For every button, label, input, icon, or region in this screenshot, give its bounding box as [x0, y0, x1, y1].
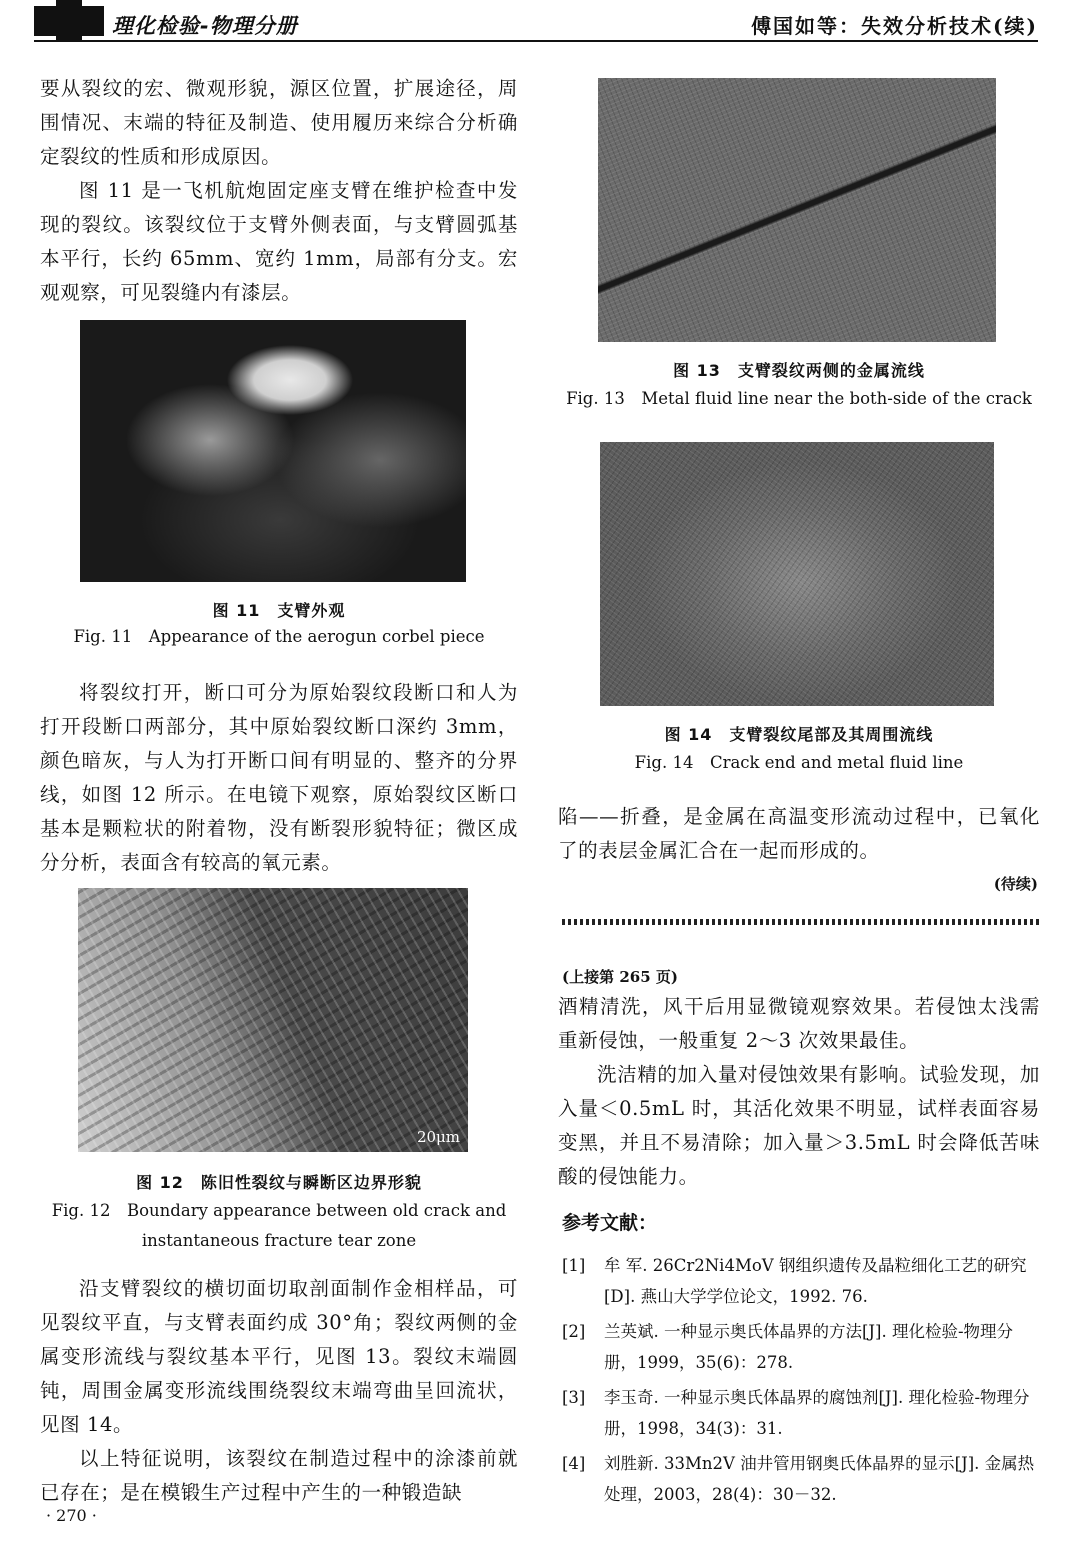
- reference-list: [562, 1250, 1040, 1514]
- left-text-block-3: [40, 1272, 518, 1510]
- reference-item: [562, 1382, 1040, 1444]
- reference-number: [3]: [562, 1388, 586, 1407]
- figure-12-photo: [78, 888, 468, 1152]
- reference-number: [2]: [562, 1322, 586, 1341]
- reference-item: [562, 1250, 1040, 1312]
- figure-11: [80, 320, 466, 582]
- reference-text: 李玉奇. 一种显示奥氏体晶界的腐蚀剂[J]. 理化检验-物理分册，1998，34(3)：31.: [604, 1388, 1030, 1438]
- reference-text: 兰英斌. 一种显示奥氏体晶界的方法[J]. 理化检验-物理分册，1999，35(6)：278.: [604, 1322, 1014, 1372]
- page-number: · 270 ·: [46, 1506, 97, 1525]
- figure-14: [600, 442, 994, 706]
- figure-13-caption-en: Fig. 13 Metal fluid line near the both-side of the crack: [566, 389, 1032, 408]
- figure-11-photo: [80, 320, 466, 582]
- header-rule: [34, 40, 1038, 42]
- reference-number: [4]: [562, 1454, 586, 1473]
- paragraph: 图 11 是一飞机航炮固定座支臂在维护检查中发现的裂纹。该裂纹位于支臂外侧表面，与支臂圆弧基本平行，长约 65mm、宽约 1mm，局部有分支。宏观观察，可见裂缝内有漆层。: [40, 179, 518, 304]
- paragraph: 要从裂纹的宏、微观形貌，源区位置，扩展途径，周围情况、末端的特征及制造、使用履历来综合分析确定裂纹的性质和形成原因。: [40, 77, 518, 168]
- section-divider: [562, 919, 1040, 925]
- figure-12-caption-en-line2: instantaneous fracture tear zone: [141, 1231, 417, 1250]
- reference-item: [562, 1316, 1040, 1378]
- right-text-block-1: [558, 800, 1040, 868]
- figure-13-photo: [598, 78, 996, 342]
- figure-11-caption-cn: 图 11 支臂外观: [212, 601, 346, 620]
- left-text-block-2: [40, 676, 518, 880]
- journal-logo: [34, 6, 104, 36]
- journal-name: 理化检验-物理分册: [112, 14, 298, 38]
- paragraph: 以上特征说明，该裂纹在制造过程中的涂漆前就已存在；是在模锻生产过程中产生的一种锻造缺: [40, 1447, 518, 1504]
- figure-11-caption-en: Fig. 11 Appearance of the aerogun corbel piece: [73, 627, 485, 646]
- figure-12-caption-en-line1: Fig. 12 Boundary appearance between old crack and: [51, 1201, 507, 1220]
- left-text-block-1: [40, 72, 518, 310]
- paragraph: 陷——折叠，是金属在高温变形流动过程中，已氧化了的表层金属汇合在一起而形成的。: [558, 805, 1040, 862]
- paragraph: 沿支臂裂纹的横切面切取剖面制作金相样品，可见裂纹平直，与支臂表面约成 30°角；裂纹两侧的金属变形流线与裂纹基本平行，见图 13。裂纹末端圆钝，周围金属变形流线围绕裂纹末端弯曲呈回流状，见图 14。: [40, 1277, 518, 1436]
- figure-13: [598, 78, 996, 342]
- paragraph: 将裂纹打开，断口可分为原始裂纹段断口和人为打开段断口两部分，其中原始裂纹断口深约 3mm，颜色暗灰，与人为打开断口间有明显的、整齐的分界线，如图 12 所示。在电镜下观察，原始裂纹区断口基本是颗粒状的附着物，没有断裂形貌特征；微区成分分析，表面含有较高的氧元素。: [40, 681, 518, 874]
- running-title: 傅国如等：失效分析技术(续): [751, 14, 1038, 38]
- reference-number: [1]: [562, 1256, 586, 1275]
- references-heading: 参考文献：: [562, 1212, 658, 1234]
- figure-13-caption-cn: 图 13 支臂裂纹两侧的金属流线: [673, 361, 925, 380]
- reference-text: 刘胜新. 33Mn2V 油井管用钢奥氏体晶界的显示[J]. 金属热处理，2003，28(4)：30－32.: [604, 1454, 1035, 1504]
- figure-14-caption-cn: 图 14 支臂裂纹尾部及其周围流线: [664, 725, 934, 744]
- continued-from-label: (上接第 265 页): [562, 968, 678, 986]
- reference-item: [562, 1448, 1040, 1510]
- figure-14-caption-en: Fig. 14 Crack end and metal fluid line: [634, 753, 964, 772]
- reference-text: 牟 军. 26Cr2Ni4MoV 钢组织遗传及晶粒细化工艺的研究[D]. 燕山大学学位论文，1992. 76.: [604, 1256, 1027, 1306]
- to-be-continued-label: (待续): [993, 875, 1038, 893]
- paragraph: 洗洁精的加入量对侵蚀效果有影响。试验发现，加入量＜0.5mL 时，其活化效果不明显，试样表面容易变黑，并且不易清除；加入量＞3.5mL 时会降低苦味酸的侵蚀能力。: [558, 1063, 1040, 1188]
- figure-14-photo: [600, 442, 994, 706]
- scale-bar-label: 20μm: [416, 1128, 460, 1146]
- page-header: [0, 0, 1072, 44]
- figure-12: [78, 888, 468, 1152]
- figure-12-caption-cn: 图 12 陈旧性裂纹与瞬断区边界形貌: [136, 1173, 422, 1192]
- paragraph: 酒精清洗，风干后用显微镜观察效果。若侵蚀太浅需重新侵蚀，一般重复 2～3 次效果最佳。: [558, 995, 1040, 1052]
- right-text-block-2: [558, 990, 1040, 1194]
